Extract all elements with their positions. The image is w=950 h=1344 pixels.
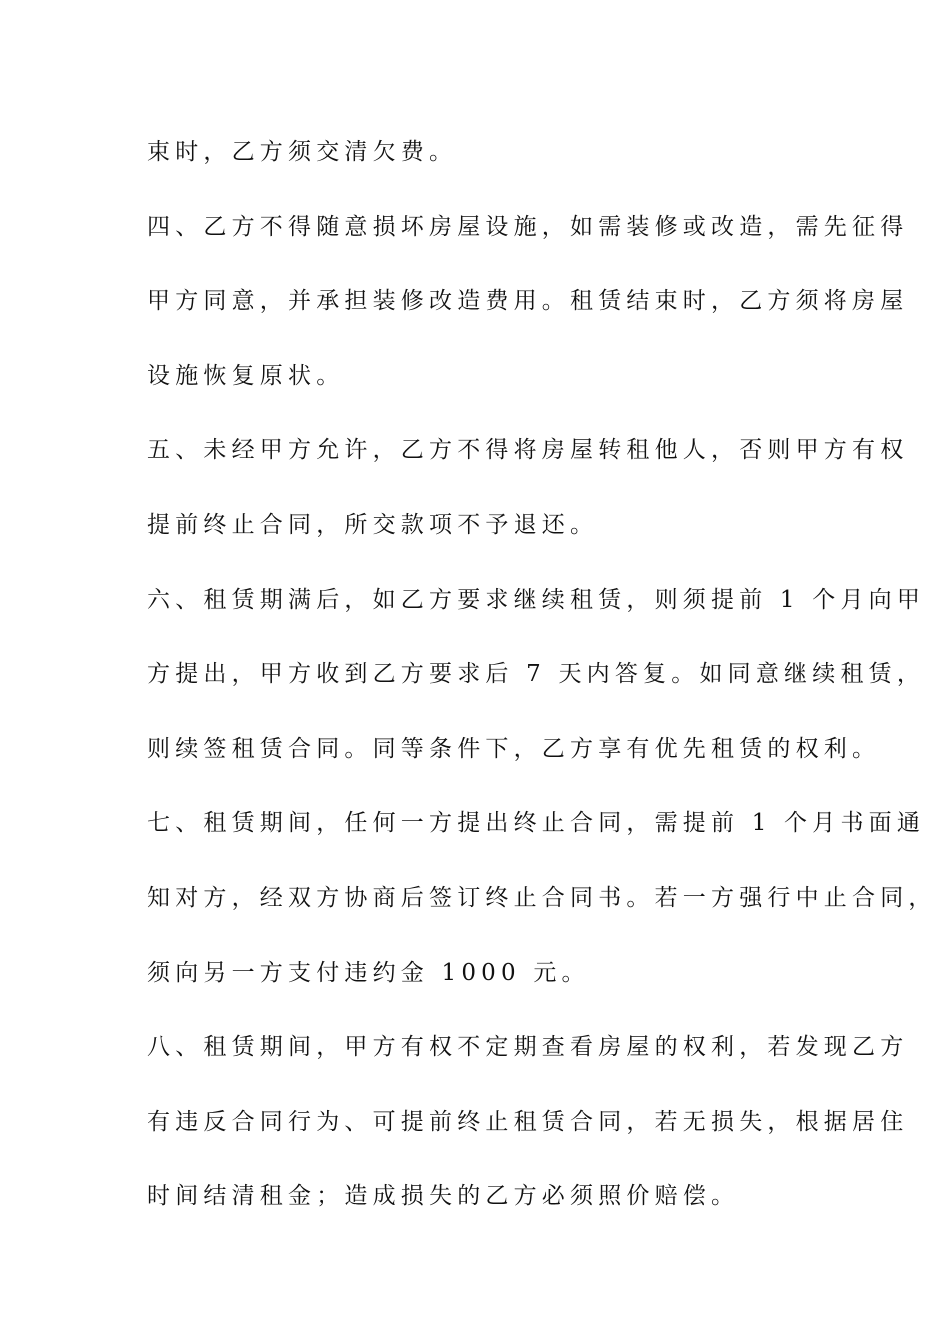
text-line: 五、未经甲方允许，乙方不得将房屋转租他人，否则甲方有权 [147, 437, 909, 464]
text-line: 八、租赁期间，甲方有权不定期查看房屋的权利，若发现乙方 [147, 1034, 909, 1061]
text-line: 束时，乙方须交清欠费。 [147, 139, 458, 165]
text-line: 有违反合同行为、可提前终止租赁合同，若无损失，根据居住 [147, 1108, 909, 1135]
text-line: 提前终止合同，所交款项不予退还。 [147, 511, 599, 538]
text-line: 设施恢复原状。 [147, 362, 345, 389]
text-line: 甲方同意，并承担装修改造费用。租赁结束时，乙方须将房屋 [147, 288, 909, 315]
text-line: 方提出，甲方收到乙方要求后 7 天内答复。如同意继续租赁， [147, 661, 926, 688]
contract-text [147, 132, 937, 1251]
text-line: 六、租赁期满后，如乙方要求继续租赁，则须提前 1 个月向甲 [147, 586, 926, 613]
text-line: 知对方，经双方协商后签订终止合同书。若一方强行中止合同， [147, 884, 937, 911]
text-line: 时间结清租金；造成损失的乙方必须照价赔偿。 [147, 1183, 740, 1210]
text-line: 四、乙方不得随意损坏房屋设施，如需装修或改造，需先征得 [147, 213, 909, 240]
text-line: 须向另一方支付违约金 1000 元。 [147, 959, 590, 986]
text-line: 七、租赁期间，任何一方提出终止合同，需提前 1 个月书面通 [147, 810, 926, 837]
text-line: 则续签租赁合同。同等条件下，乙方享有优先租赁的权利。 [147, 735, 881, 762]
